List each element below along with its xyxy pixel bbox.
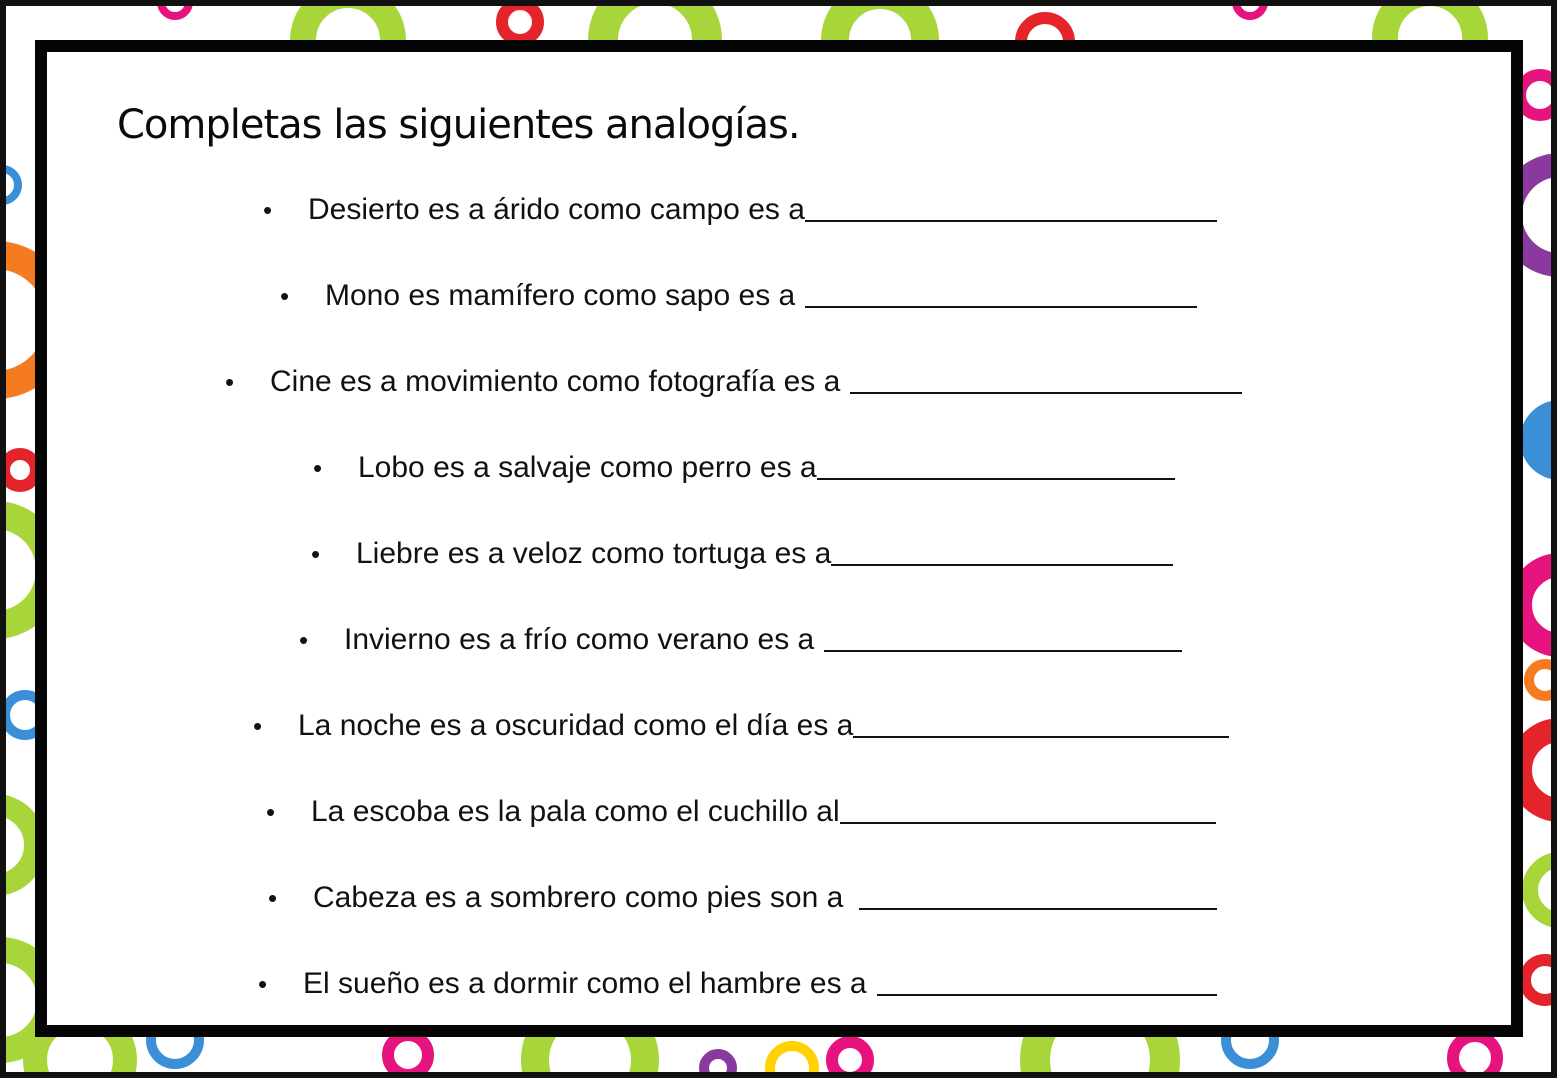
- analogy-item-10: [258, 966, 1217, 1002]
- ring-decoration: [502, 4, 538, 40]
- bullet: •: [280, 281, 290, 311]
- ring-decoration: [388, 1035, 428, 1075]
- ring-decoration: [4, 454, 36, 486]
- answer-blank[interactable]: [840, 820, 1216, 824]
- bullet: •: [263, 195, 273, 225]
- answer-blank[interactable]: [824, 648, 1182, 652]
- analogy-text: La noche es a oscuridad como el día es a: [298, 709, 854, 742]
- bullet: •: [299, 625, 309, 655]
- ring-decoration: [1530, 860, 1557, 920]
- answer-blank[interactable]: [817, 476, 1175, 480]
- analogy-text: Lobo es a salvaje como perro es a: [358, 451, 817, 484]
- analogy-text: Invierno es a frío como verano es a: [344, 623, 815, 656]
- answer-blank[interactable]: [805, 218, 1217, 222]
- answer-blank[interactable]: [859, 906, 1217, 910]
- ring-decoration: [704, 1054, 732, 1078]
- analogy-text: Liebre es a veloz como tortuga es a: [356, 537, 832, 570]
- answer-blank[interactable]: [853, 734, 1229, 738]
- ring-decoration: [832, 1042, 868, 1078]
- ring-decoration: [1529, 664, 1557, 696]
- worksheet-title: Completas las siguientes analogías.: [117, 102, 800, 148]
- analogy-text: La escoba es la pala como el cuchillo al: [311, 795, 840, 828]
- ring-decoration: [770, 1046, 814, 1078]
- ring-decoration: [161, 0, 189, 16]
- ring-decoration: [1520, 565, 1557, 645]
- analogy-item-2: [280, 278, 1197, 314]
- ring-decoration: [0, 169, 18, 201]
- worksheet-card: [35, 40, 1523, 1037]
- bullet: •: [225, 367, 235, 397]
- ring-decoration: [1453, 1036, 1497, 1078]
- analogy-text: Desierto es a árido como campo es a: [308, 193, 805, 226]
- bullet: •: [258, 969, 268, 999]
- answer-blank[interactable]: [805, 304, 1197, 308]
- answer-blank[interactable]: [877, 992, 1217, 996]
- ring-decoration: [1236, 0, 1264, 16]
- analogy-text: Mono es mamífero como sapo es a: [325, 279, 796, 312]
- analogy-item-1: [263, 192, 1217, 228]
- analogy-text: Cine es a movimiento como fotografía es a: [270, 365, 841, 398]
- analogy-text: Cabeza es a sombrero como pies son a: [313, 881, 844, 914]
- analogy-item-4: [313, 450, 1175, 486]
- bullet: •: [266, 797, 276, 827]
- analogy-item-9: [268, 880, 1217, 916]
- ring-decoration: [1520, 75, 1557, 115]
- analogy-item-5: [311, 536, 1173, 572]
- ring-decoration: [1520, 400, 1557, 480]
- ring-decoration: [1525, 960, 1557, 1000]
- ring-decoration: [1520, 730, 1557, 810]
- analogy-item-7: [253, 708, 1229, 744]
- bullet: •: [253, 711, 263, 741]
- bullet: •: [311, 539, 321, 569]
- answer-blank[interactable]: [831, 562, 1173, 566]
- bullet: •: [313, 453, 323, 483]
- ring-decoration: [0, 805, 35, 885]
- analogy-text: El sueño es a dormir como el hambre es a: [303, 967, 867, 1000]
- analogy-item-3: [225, 364, 1242, 400]
- analogy-item-8: [266, 794, 1216, 830]
- bullet: •: [268, 883, 278, 913]
- analogy-item-6: [299, 622, 1182, 658]
- answer-blank[interactable]: [850, 390, 1242, 394]
